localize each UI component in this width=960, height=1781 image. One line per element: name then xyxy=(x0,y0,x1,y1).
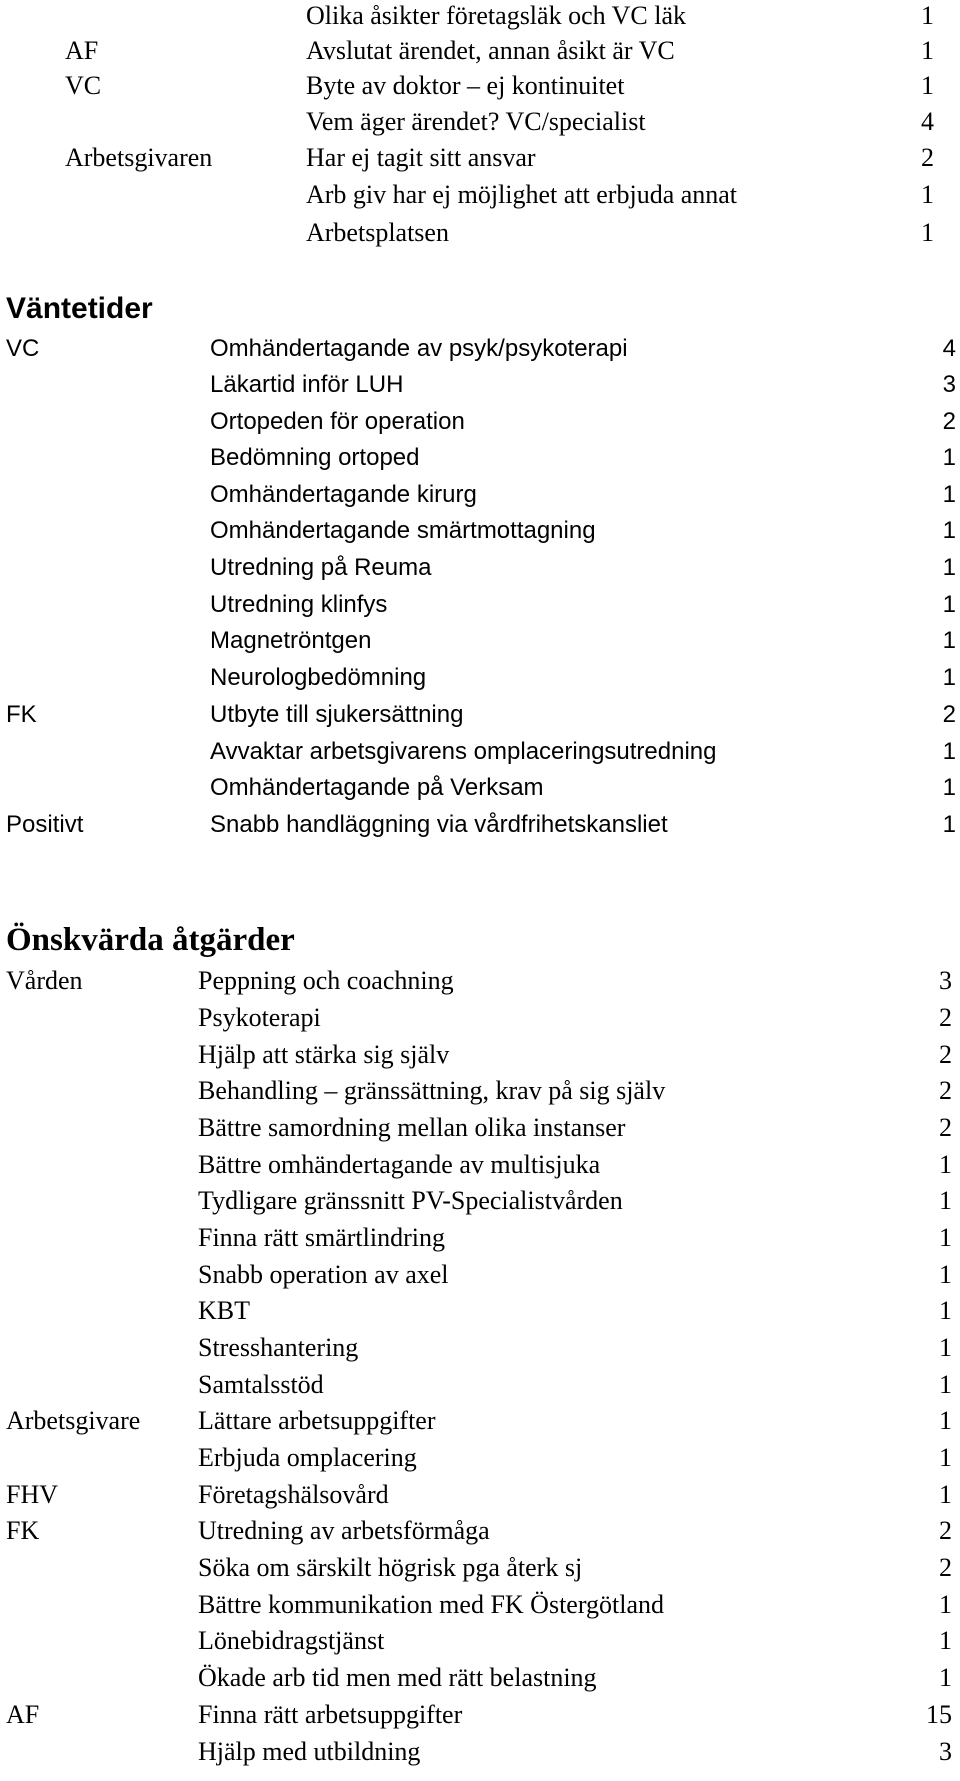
row-item: Bättre omhändertagande av multisjuka xyxy=(198,1150,601,1179)
row-count: 1 xyxy=(942,444,956,471)
table-row xyxy=(0,1518,960,1550)
row-count: 3 xyxy=(939,966,952,995)
row-item: Har ej tagit sitt ansvar xyxy=(306,143,536,172)
table-row xyxy=(0,968,960,1000)
table-row xyxy=(0,1115,960,1147)
row-count: 1 xyxy=(939,1406,952,1435)
table-row xyxy=(0,666,960,698)
table-row xyxy=(0,1152,960,1184)
row-count: 2 xyxy=(939,1040,952,1069)
row-count: 1 xyxy=(921,218,934,247)
row-item: Läkartid inför LUH xyxy=(210,371,404,398)
row-group: FK xyxy=(6,1516,40,1545)
row-item: Vem äger ärendet? VC/specialist xyxy=(306,107,646,136)
row-item: Byte av doktor – ej kontinuitet xyxy=(306,71,625,100)
row-item: Utredning av arbetsförmåga xyxy=(198,1516,490,1545)
row-item: Finna rätt arbetsuppgifter xyxy=(198,1700,463,1729)
row-item: Bättre kommunikation med FK Östergötland xyxy=(198,1590,665,1619)
table-row xyxy=(0,73,960,105)
table-row xyxy=(0,446,960,478)
table-row xyxy=(0,1042,960,1074)
row-item: Arbetsplatsen xyxy=(306,218,449,247)
table-row xyxy=(0,703,960,735)
row-group: FK xyxy=(6,701,37,728)
row-item: Avslutat ärendet, annan åsikt är VC xyxy=(306,36,675,65)
table-row xyxy=(0,182,960,214)
section-heading-vantetider: Väntetider xyxy=(6,292,153,325)
row-count: 15 xyxy=(926,1700,952,1729)
row-count: 1 xyxy=(942,811,956,838)
row-count: 1 xyxy=(939,1223,952,1252)
row-item: Finna rätt smärtlindring xyxy=(198,1223,445,1252)
row-count: 1 xyxy=(942,554,956,581)
table-row xyxy=(0,556,960,588)
row-count: 1 xyxy=(939,1480,952,1509)
table-row xyxy=(0,1188,960,1220)
row-count: 1 xyxy=(942,481,956,508)
row-count: 1 xyxy=(939,1260,952,1289)
table-row xyxy=(0,813,960,845)
row-group: FHV xyxy=(6,1480,59,1509)
row-item: Arb giv har ej möjlighet att erbjuda annat xyxy=(306,180,738,209)
table-row xyxy=(0,1225,960,1257)
row-item: Tydligare gränssnitt PV-Specialistvården xyxy=(198,1186,623,1215)
table-row xyxy=(0,776,960,808)
table-row xyxy=(0,145,960,177)
table-row xyxy=(0,629,960,661)
row-item: Psykoterapi xyxy=(198,1003,321,1032)
table-row xyxy=(0,1482,960,1514)
table-row xyxy=(0,410,960,442)
section-heading-onskvarda-atgarder: Önskvärda åtgärder xyxy=(6,922,295,958)
row-item: Magnetröntgen xyxy=(210,627,372,654)
row-group: Arbetsgivare xyxy=(6,1406,141,1435)
table-row xyxy=(0,1665,960,1697)
row-count: 1 xyxy=(939,1590,952,1619)
row-group: Arbetsgivaren xyxy=(65,143,213,172)
table-row xyxy=(0,1262,960,1294)
row-item: Utredning på Reuma xyxy=(210,554,432,581)
row-item: Samtalsstöd xyxy=(198,1370,324,1399)
row-item: Ortopeden för operation xyxy=(210,408,465,435)
row-item: Avvaktar arbetsgivarens omplaceringsutredning xyxy=(210,738,717,765)
row-item: Erbjuda omplacering xyxy=(198,1443,417,1472)
row-count: 1 xyxy=(921,71,934,100)
table-row xyxy=(0,373,960,405)
row-item: Bättre samordning mellan olika instanser xyxy=(198,1113,626,1142)
table-row xyxy=(0,1408,960,1440)
table-row xyxy=(0,1702,960,1734)
row-item: Neurologbedömning xyxy=(210,664,427,691)
row-item: Olika åsikter företagsläk och VC läk xyxy=(306,1,687,30)
table-row xyxy=(0,483,960,515)
row-count: 2 xyxy=(942,701,956,728)
row-group: AF xyxy=(65,36,99,65)
table-row xyxy=(0,1555,960,1587)
table-row xyxy=(0,1739,960,1771)
row-count: 1 xyxy=(942,774,956,801)
table-row xyxy=(0,1445,960,1477)
row-count: 1 xyxy=(942,517,956,544)
table-row xyxy=(0,740,960,772)
row-item: Hjälp med utbildning xyxy=(198,1737,421,1766)
row-group: VC xyxy=(6,335,40,362)
row-count: 1 xyxy=(942,664,956,691)
row-item: KBT xyxy=(198,1296,250,1325)
row-item: Ökade arb tid men med rätt belastning xyxy=(198,1663,597,1692)
row-item: Stresshantering xyxy=(198,1333,359,1362)
row-count: 1 xyxy=(921,1,934,30)
row-count: 1 xyxy=(921,180,934,209)
row-count: 2 xyxy=(921,143,934,172)
row-count: 4 xyxy=(921,107,934,136)
row-count: 2 xyxy=(939,1076,952,1105)
row-count: 1 xyxy=(921,36,934,65)
row-item: Företagshälsovård xyxy=(198,1480,389,1509)
row-count: 3 xyxy=(939,1737,952,1766)
row-count: 1 xyxy=(942,627,956,654)
row-item: Omhändertagande på Verksam xyxy=(210,774,544,801)
row-count: 1 xyxy=(942,591,956,618)
row-item: Snabb handläggning via vårdfrihetskansliet xyxy=(210,811,668,838)
table-row xyxy=(0,3,960,35)
row-item: Omhändertagande av psyk/psykoterapi xyxy=(210,335,628,362)
row-count: 1 xyxy=(939,1443,952,1472)
row-item: Omhändertagande kirurg xyxy=(210,481,477,508)
row-item: Lönebidragstjänst xyxy=(198,1626,385,1655)
table-row xyxy=(0,1592,960,1624)
row-count: 1 xyxy=(942,738,956,765)
row-count: 2 xyxy=(939,1003,952,1032)
table-row xyxy=(0,38,960,70)
row-count: 1 xyxy=(939,1333,952,1362)
table-row xyxy=(0,1298,960,1330)
table-row xyxy=(0,109,960,141)
row-count: 1 xyxy=(939,1370,952,1399)
row-count: 2 xyxy=(939,1553,952,1582)
row-count: 1 xyxy=(939,1296,952,1325)
row-count: 2 xyxy=(939,1516,952,1545)
table-row xyxy=(0,593,960,625)
row-count: 2 xyxy=(942,408,956,435)
row-count: 1 xyxy=(939,1186,952,1215)
row-item: Behandling – gränssättning, krav på sig själv xyxy=(198,1076,666,1105)
row-item: Omhändertagande smärtmottagning xyxy=(210,517,596,544)
table-row xyxy=(0,220,960,252)
row-group: Positivt xyxy=(6,811,84,838)
row-group: VC xyxy=(65,71,102,100)
row-count: 2 xyxy=(939,1113,952,1142)
row-item: Utredning klinfys xyxy=(210,591,388,618)
row-count: 3 xyxy=(942,371,956,398)
row-count: 4 xyxy=(942,335,956,362)
table-row xyxy=(0,1372,960,1404)
row-group: AF xyxy=(6,1700,40,1729)
table-row xyxy=(0,1628,960,1660)
row-count: 1 xyxy=(939,1626,952,1655)
row-count: 1 xyxy=(939,1663,952,1692)
row-item: Bedömning ortoped xyxy=(210,444,420,471)
table-row xyxy=(0,1005,960,1037)
row-count: 1 xyxy=(939,1150,952,1179)
row-item: Lättare arbetsuppgifter xyxy=(198,1406,436,1435)
row-item: Utbyte till sjukersättning xyxy=(210,701,464,728)
row-item: Hjälp att stärka sig själv xyxy=(198,1040,450,1069)
table-row xyxy=(0,1335,960,1367)
table-row xyxy=(0,337,960,369)
table-row xyxy=(0,519,960,551)
table-row xyxy=(0,1078,960,1110)
row-item: Snabb operation av axel xyxy=(198,1260,449,1289)
row-item: Peppning och coachning xyxy=(198,966,454,995)
row-group: Vården xyxy=(6,966,83,995)
row-item: Söka om särskilt högrisk pga återk sj xyxy=(198,1553,583,1582)
